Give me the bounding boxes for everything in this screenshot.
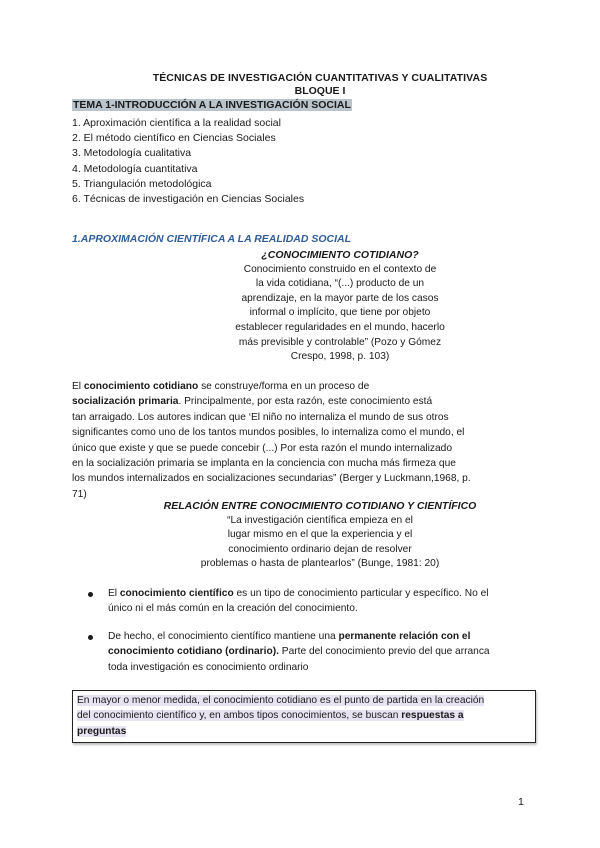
toc-item: 3. Metodología cualitativa — [72, 147, 192, 160]
paragraph-line: socialización primaria. Principalmente, por esta razón, este conocimiento está — [72, 396, 433, 408]
callout-box — [72, 690, 536, 743]
body-paragraph — [72, 379, 538, 502]
relation-block — [110, 499, 530, 572]
list-item: El conocimiento científico es un tipo de conocimiento particular y específico. No el único ni el más común en la creación del conocimiento. — [88, 586, 538, 617]
bullet-icon — [88, 635, 93, 640]
list-item: De hecho, el conocimiento científico mantiene una permanente relación con el conocimiento cotidiano (ordinario). Parte del conocimiento previo del que arranca toda investigación es conocimiento ordinario — [88, 629, 538, 675]
toc-item: 4. Metodología cuantitativa — [72, 162, 198, 175]
quote-line: más previsible y controlable” (Pozo y Gómez — [238, 336, 442, 348]
paragraph-line: tan arraigado. Los autores indican que ‘El niño no internaliza el mundo de sus otros — [72, 411, 449, 423]
paragraph-line: 71) — [72, 488, 87, 500]
callout-line: preguntas — [77, 725, 127, 737]
document-title: TÉCNICAS DE INVESTIGACIÓN CUANTITATIVAS Y CUALITATIVAS — [152, 72, 488, 84]
callout-line: En mayor o menor medida, el conocimiento cotidiano es el punto de partida en la creación — [77, 695, 485, 706]
toc-item: 5. Triangulación metodológica — [72, 177, 212, 190]
paragraph-line: significantes como uno de los tantos mundos posibles, lo internaliza como el mundo, el — [72, 427, 465, 439]
quote-line: problemas o hasta de plantearlos” (Bunge, 1981: 20) — [200, 558, 440, 570]
quote-line: establecer regularidades en el mundo, hacerlo — [235, 321, 445, 333]
bullet-list — [88, 586, 538, 617]
paragraph-line: los mundos internalizados en socializaciones secundarias” (Berger y Luckmann,1968, p. — [72, 473, 471, 485]
everyday-knowledge-block — [150, 248, 530, 365]
quote-line: conocimiento ordinario dejan de resolver — [228, 543, 412, 555]
quote-line: “La investigación científica empieza en el — [227, 514, 413, 526]
paragraph-line: en la socialización primaria se implanta en la conciencia con mucha más firmeza que — [72, 458, 456, 470]
bullet-list — [88, 629, 538, 675]
block-title: BLOQUE I — [294, 85, 346, 97]
quote-line: lugar mismo en el que la experiencia y el — [227, 529, 413, 541]
section-heading: 1.APROXIMACIÓN CIENTÍFICA A LA REALIDAD SOCIAL — [72, 233, 352, 245]
toc-item: 1. Aproximación científica a la realidad social — [72, 117, 281, 129]
toc-item: 2. El método científico en Ciencias Sociales — [72, 132, 276, 145]
relation-heading: RELACIÓN ENTRE CONOCIMIENTO COTIDIANO Y CIENTÍFICO — [163, 500, 477, 512]
callout-line: del conocimiento científico y, en ambos tipos conocimientos, se buscan respuestas a — [77, 710, 464, 722]
subheading: ¿CONOCIMIENTO COTIDIANO? — [261, 249, 419, 261]
toc-item: 6. Técnicas de investigación en Ciencias Sociales — [72, 193, 305, 206]
quote-line: aprendizaje, en la mayor parte de los casos — [241, 292, 439, 304]
quote-line: la vida cotidiana, “(...) producto de un — [255, 278, 425, 290]
topic-heading: TEMA 1-INTRODUCCIÓN A LA INVESTIGACIÓN SOCIAL — [73, 99, 351, 111]
page-number: 1 — [518, 796, 524, 808]
quote-line: Conocimiento construido en el contexto de — [243, 263, 437, 275]
paragraph-line: único que existe y que se puede concebir (...) Por esta razón el mundo internalizado — [72, 442, 452, 454]
paragraph-line: El conocimiento cotidiano se construye/forma en un proceso de — [72, 381, 370, 392]
quote-line: informal o implícito, que tiene por objeto — [249, 307, 431, 319]
bullet-icon — [88, 592, 93, 597]
table-of-contents — [72, 116, 304, 207]
quote-line: Crespo, 1998, p. 103) — [290, 351, 390, 363]
